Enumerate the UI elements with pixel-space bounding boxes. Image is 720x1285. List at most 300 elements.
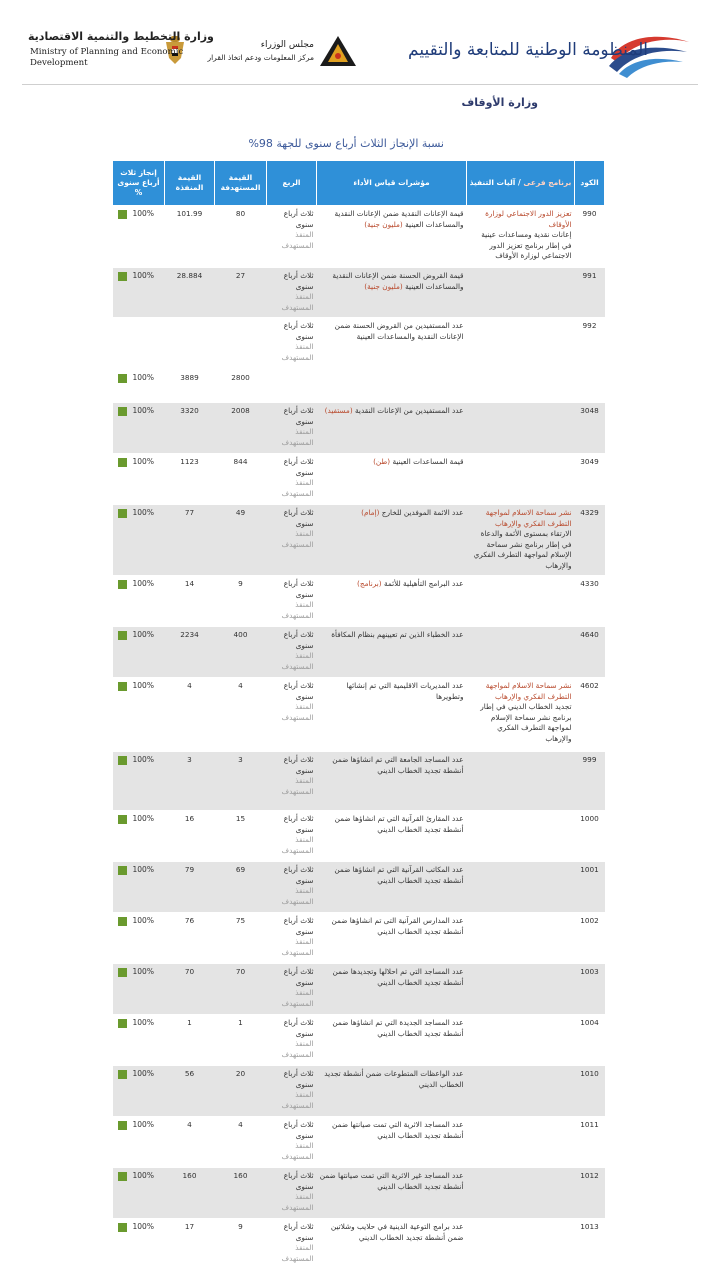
cabinet-subtitle: مركز المعلومات ودعم اتخاذ القرار [207,53,314,62]
cell-indicator [317,318,467,403]
cell-target: 49 [215,505,267,576]
table-row [113,913,605,964]
cell-quarter [267,1168,317,1219]
target-label: المستهدف [281,539,314,549]
cell-quarter [267,811,317,862]
indicator-text: عدد المساجد الجامعة التي تم انشاؤها ضمن أنشطة تجديد الخطاب الديني [332,755,464,775]
cell-quarter [267,318,317,403]
mped-english-name-line1: Ministry of Planning and Economic [30,47,184,57]
cell-quarter [267,913,317,964]
target-label: المستهدف [281,998,314,1008]
cell-code: 991 [575,268,605,318]
cell-actual: 3320 [165,403,215,454]
cell-target: 27 [215,268,267,318]
cell-quarter [267,576,317,627]
executed-label: المنفذ [295,600,314,609]
target-label: المستهدف [281,437,314,447]
quarter-label: ثلاث أرباع سنوى [283,457,314,477]
cell-quarter [267,752,317,811]
cell-achievement [113,678,165,752]
executed-label: المنفذ [295,529,314,538]
table-row [113,811,605,862]
achievement-value: 100% [132,967,154,976]
quarter-label: ثلاث أرباع سنوى [283,865,314,885]
cell-indicator [317,627,467,678]
cell-actual: 76 [165,913,215,964]
cell-achievement [113,964,165,1015]
cell-quarter [267,1015,317,1066]
achievement-status-icon [118,210,127,219]
achievement-status-icon [118,272,127,281]
indicator-text: قيمة القروض الحسنة ضمن الإعانات النقدية والمساعدات العينية [332,271,464,291]
cell-program [467,454,575,505]
target-label: المستهدف [281,845,314,855]
cell-code: 1013 [575,1219,605,1268]
cell-achievement [113,1066,165,1117]
achievement-value: 100% [132,1171,154,1180]
cell-actual: 3889 [165,318,215,403]
table-row [113,1015,605,1066]
header-achievement: إنجاز ثلاث أرباع سنوى % [113,161,165,206]
achievement-value: 100% [132,579,154,588]
executed-label: المنفذ [295,427,314,436]
cell-program [467,627,575,678]
quarter-label: ثلاث أرباع سنوى [283,967,314,987]
achievement-value: 100% [132,1120,154,1129]
indicator-text: عدد البرامج التأهيلية للأئمة [383,579,464,588]
cell-program [467,1117,575,1168]
achievement-value: 100% [132,1018,154,1027]
cell-indicator [317,268,467,318]
achievement-status-icon [118,407,127,416]
target-label: المستهدف [281,712,314,722]
achievement-value: 100% [132,508,154,517]
cell-code: 3049 [575,454,605,505]
target-label: المستهدف [281,1202,314,1212]
cell-achievement [113,505,165,576]
cell-quarter [267,403,317,454]
indicator-unit: (برنامج) [357,579,382,588]
cell-target: 9 [215,576,267,627]
quarter-label: ثلاث أرباع سنوى [283,814,314,834]
cell-indicator [317,454,467,505]
executed-label: المنفذ [295,988,314,997]
cell-target: 75 [215,913,267,964]
cell-program [467,505,575,576]
completion-ratio-title: نسبة الإنجاز الثلاث أرباع سنوى للجهة 98% [248,137,444,150]
indicator-text: عدد المساجد التي تم احلالها وتجديدها ضمن أنشطة تجديد الخطاب الديني [332,967,464,987]
table-row [113,964,605,1015]
cell-indicator [317,1066,467,1117]
program-name: نشر سماحة الاسلام لمواجهة التطرف الفكري والإرهاب [485,508,572,528]
table-row [113,1117,605,1168]
entity-name: وزارة الأوقاف [461,96,538,109]
cell-target: 1 [215,1015,267,1066]
cell-target: 160 [215,1168,267,1219]
quarter-label: ثلاث أرباع سنوى [283,681,314,701]
target-label: المستهدف [281,1253,314,1263]
cabinet-title: مجلس الوزراء [260,40,314,50]
executed-label: المنفذ [295,702,314,711]
performance-table [112,160,605,1268]
header-program: برنامج فرعى [523,178,572,187]
target-label: المستهدف [281,1151,314,1161]
cell-code: 1001 [575,862,605,913]
cell-quarter [267,678,317,752]
cell-quarter [267,206,317,268]
quarter-label: ثلاث أرباع سنوى [283,1171,314,1191]
target-label: المستهدف [281,352,314,362]
cell-indicator [317,1168,467,1219]
cell-program [467,318,575,403]
achievement-value: 100% [132,1222,154,1231]
executed-label: المنفذ [295,1039,314,1048]
cell-indicator [317,576,467,627]
cell-indicator [317,1015,467,1066]
indicator-text: عدد المساجد الاثرية التي تمت صيانتها ضمن أنشطة تجديد الخطاب الديني [332,1120,464,1140]
target-label: المستهدف [281,610,314,620]
cell-achievement [113,403,165,454]
cell-target: 4 [215,1117,267,1168]
header-code: الكود [575,161,605,206]
executed-label: المنفذ [295,886,314,895]
indicator-text: عدد المساجد غير الاثرية التي تمت صيانتها ضمن أنشطة تجديد الخطاب الديني [319,1171,464,1191]
indicator-text: عدد الخطباء الذين تم تعيينهم بنظام المكافأة [331,630,464,639]
header-quarter: الربع [267,161,317,206]
indicator-text: قيمة المساعدات العينية [392,457,464,466]
header-actual: القيمة المنفذة [165,161,215,206]
cell-achievement [113,576,165,627]
cell-program [467,576,575,627]
cell-indicator [317,1219,467,1268]
cabinet-pyramid-icon [318,34,358,68]
cell-achievement [113,318,165,403]
executed-label: المنفذ [295,1141,314,1150]
cell-program [467,403,575,454]
indicator-text: عدد برامج التوعية الدينية في حلايب وشلاتين ضمن أنشطة تجديد الخطاب الديني [330,1222,464,1242]
executed-label: المنفذ [295,292,314,301]
cell-actual: 160 [165,1168,215,1219]
mechanism-text: إعانات نقدية ومساعدات عينية في إطار برنامج تعزيز الدور الاجتماعي لوزارة الأوقاف [481,230,572,260]
cell-quarter [267,1117,317,1168]
cell-program [467,862,575,913]
cell-indicator [317,403,467,454]
table-row [113,627,605,678]
mped-english-name-line2: Development [30,58,88,68]
system-logo-text: المنظومة الوطنية للمتابعة والتقييم [408,40,649,60]
achievement-status-icon [118,580,127,589]
indicator-text: عدد المقارئ القرآنية التي تم انشاؤها ضمن أنشطة تجديد الخطاب الديني [334,814,464,834]
indicator-text: عدد الواعظات المتطوعات ضمن أنشطة تجديد الخطاب الديني [324,1069,464,1089]
cell-achievement [113,913,165,964]
program-name: تعزيز الدور الاجتماعي لوزارة الأوقاف [485,209,572,229]
cell-target: 2800 [215,318,267,403]
indicator-text: عدد المدارس القرآنية التى تم انشاؤها ضمن أنشطة تجديد الخطاب الديني [331,916,464,936]
cell-indicator [317,964,467,1015]
cell-achievement [113,206,165,268]
achievement-status-icon [118,756,127,765]
cell-quarter [267,505,317,576]
cell-code: 1003 [575,964,605,1015]
cell-program [467,206,575,268]
achievement-status-icon [118,509,127,518]
target-label: المستهدف [281,786,314,796]
executed-label: المنفذ [295,342,314,351]
cell-indicator [317,913,467,964]
cell-target: 400 [215,627,267,678]
header-program-mechanisms: برنامج فرعى / آليات التنفيذ [467,161,575,206]
cell-indicator [317,811,467,862]
mped-arabic-name: وزارة التخطيط والتنمية الاقتصادية [28,30,214,43]
indicator-unit: (مستفيد) [324,406,353,415]
table-row [113,318,605,403]
executed-label: المنفذ [295,937,314,946]
table-row [113,752,605,811]
cell-indicator [317,752,467,811]
cell-code: 4602 [575,678,605,752]
cell-actual: 1123 [165,454,215,505]
table-header-row [113,161,605,206]
quarter-label: ثلاث أرباع سنوى [283,271,314,291]
cell-achievement [113,811,165,862]
table-row [113,505,605,576]
achievement-status-icon [118,815,127,824]
achievement-status-icon [118,866,127,875]
target-label: المستهدف [281,240,314,250]
quarter-label: ثلاث أرباع سنوى [283,209,314,229]
header-target: القيمة المستهدفة [215,161,267,206]
indicator-text: عدد المكاتب القرآنية التي تم انشاؤها ضمن أنشطة تجديد الخطاب الديني [334,865,464,885]
achievement-value: 100% [132,373,154,383]
quarter-label: ثلاث أرباع سنوى [283,1222,314,1242]
cell-achievement [113,1015,165,1066]
target-label: المستهدف [281,1100,314,1110]
cell-code: 992 [575,318,605,403]
cell-code: 4640 [575,627,605,678]
cell-target: 15 [215,811,267,862]
cell-program [467,268,575,318]
cell-program [467,678,575,752]
cell-target: 4 [215,678,267,752]
achievement-value: 100% [132,271,154,280]
achievement-status-icon [118,1121,127,1130]
program-name: نشر سماحة الاسلام لمواجهة التطرف الفكري والإرهاب [485,681,572,701]
quarter-label: ثلاث أرباع سنوى [283,406,314,426]
executed-label: المنفذ [295,835,314,844]
cell-actual: 1 [165,1015,215,1066]
achievement-value: 100% [132,681,154,690]
indicator-text: عدد المديريات الاقليمية التي تم إنشائها وتطويرها [346,681,464,701]
achievement-status-icon [118,631,127,640]
cell-achievement [113,1168,165,1219]
quarter-label: ثلاث أرباع سنوى [283,1120,314,1140]
cell-achievement [113,627,165,678]
quarter-label: ثلاث أرباع سنوى [283,755,314,775]
indicator-text: عدد المستفيدين من الإعانات النقدية [355,406,464,415]
cell-code: 1004 [575,1015,605,1066]
cell-actual: 17 [165,1219,215,1268]
target-label: المستهدف [281,1049,314,1059]
cell-actual: 16 [165,811,215,862]
cell-code: 4330 [575,576,605,627]
cell-achievement [113,1117,165,1168]
cell-indicator [317,862,467,913]
cell-actual: 14 [165,576,215,627]
cell-indicator [317,505,467,576]
quarter-label: ثلاث أرباع سنوى [283,916,314,936]
table-row [113,206,605,268]
cell-actual: 2234 [165,627,215,678]
table-row [113,678,605,752]
cell-code: 990 [575,206,605,268]
cell-target: 3 [215,752,267,811]
cell-program [467,811,575,862]
executed-label: المنفذ [295,776,314,785]
table-row [113,1168,605,1219]
achievement-status-icon [118,1172,127,1181]
indicator-text: عدد المستفيدين من القروض الحسنة ضمن الإعانات النقدية والمساعدات العينية [334,321,464,341]
cell-target: 9 [215,1219,267,1268]
cell-target: 844 [215,454,267,505]
cell-quarter [267,964,317,1015]
mechanism-text: الارتقاء بمستوى الأئمة والدعاة في إطار برنامج نشر سماحة الإسلام لمواجهة التطرف الفكري والإرهاب [473,529,572,570]
quarter-label: ثلاث أرباع سنوى [283,630,314,650]
cell-quarter [267,268,317,318]
achievement-status-icon [118,968,127,977]
indicator-unit: (طن) [373,457,391,466]
cell-target: 80 [215,206,267,268]
executed-label: المنفذ [295,1090,314,1099]
cell-actual: 28.884 [165,268,215,318]
cell-code: 1000 [575,811,605,862]
cell-program [467,1015,575,1066]
cell-target: 70 [215,964,267,1015]
cell-program [467,964,575,1015]
cell-actual: 101.99 [165,206,215,268]
achievement-value: 100% [132,457,154,466]
achievement-status-icon [118,682,127,691]
cell-actual: 4 [165,678,215,752]
executed-label: المنفذ [295,1243,314,1252]
table-row [113,1219,605,1268]
cell-code: 1011 [575,1117,605,1168]
cell-target: 20 [215,1066,267,1117]
table-row [113,454,605,505]
cell-quarter [267,1219,317,1268]
cell-quarter [267,1066,317,1117]
cell-program [467,752,575,811]
table-row [113,268,605,318]
target-label: المستهدف [281,661,314,671]
achievement-status-icon [118,458,127,467]
cell-code: 4329 [575,505,605,576]
achievement-status-icon [118,1019,127,1028]
achievement-status-icon [118,1223,127,1232]
cell-target: 69 [215,862,267,913]
quarter-label: ثلاث أرباع سنوى [283,508,314,528]
achievement-status-icon [118,374,127,383]
mechanism-text: تجديد الخطاب الديني في إطار برنامج نشر سماحة الإسلام لمواجهة التطرف الفكري والإرهاب [480,702,572,743]
indicator-text: عدد الائمة الموفدين للخارج [381,508,464,517]
indicator-unit: (إمام) [361,508,380,517]
target-label: المستهدف [281,302,314,312]
achievement-value: 100% [132,814,154,823]
achievement-value: 100% [132,630,154,639]
cell-code: 1010 [575,1066,605,1117]
cell-actual: 77 [165,505,215,576]
cell-achievement [113,862,165,913]
indicator-text: قيمة الإعانات النقدية ضمن الإعانات النقدية والمساعدات العينية [334,209,464,229]
table-row [113,403,605,454]
executed-label: المنفذ [295,1192,314,1201]
cell-achievement [113,1219,165,1268]
cell-quarter [267,862,317,913]
header-indicators: مؤشرات قياس الأداء [317,161,467,206]
header-divider [22,84,698,85]
cell-program [467,1066,575,1117]
target-label: المستهدف [281,488,314,498]
achievement-status-icon [118,917,127,926]
header-mechanisms: آليات التنفيذ [469,178,516,187]
cell-actual: 56 [165,1066,215,1117]
cell-indicator [317,206,467,268]
indicator-unit: (مليون جنية) [364,281,403,291]
executed-label: المنفذ [295,651,314,660]
cell-code: 3048 [575,403,605,454]
cell-program [467,1168,575,1219]
cell-program [467,1219,575,1268]
quarter-label: ثلاث أرباع سنوى [283,579,314,599]
page-header [0,0,720,86]
cell-achievement [113,752,165,811]
cell-code: 999 [575,752,605,811]
indicator-unit: (مليون جنية) [364,219,403,229]
target-label: المستهدف [281,947,314,957]
achievement-value: 100% [132,755,154,764]
cell-actual: 3 [165,752,215,811]
achievement-status-icon [118,1070,127,1079]
indicator-text: عدد المساجد الجديدة التي تم انشاؤها ضمن أنشطة تجديد الخطاب الديني [332,1018,464,1038]
cell-actual: 4 [165,1117,215,1168]
achievement-value: 100% [132,1069,154,1078]
cell-indicator [317,678,467,752]
quarter-label: ثلاث أرباع سنوى [283,1069,314,1089]
cell-program [467,913,575,964]
target-label: المستهدف [281,896,314,906]
cell-code: 1002 [575,913,605,964]
quarter-label: ثلاث أرباع سنوى [283,1018,314,1038]
achievement-value: 100% [132,406,154,415]
table-row [113,862,605,913]
cell-quarter [267,627,317,678]
cell-indicator [317,1117,467,1168]
cell-achievement [113,268,165,318]
cell-actual: 79 [165,862,215,913]
cell-quarter [267,454,317,505]
achievement-value: 100% [132,209,154,218]
cell-code: 1012 [575,1168,605,1219]
executed-label: المنفذ [295,230,314,239]
quarter-label: ثلاث أرباع سنوى [283,321,314,341]
cell-actual: 70 [165,964,215,1015]
cell-target: 2008 [215,403,267,454]
table-row [113,1066,605,1117]
achievement-value: 100% [132,916,154,925]
achievement-value: 100% [132,865,154,874]
executed-label: المنفذ [295,478,314,487]
cell-achievement [113,454,165,505]
table-row [113,576,605,627]
